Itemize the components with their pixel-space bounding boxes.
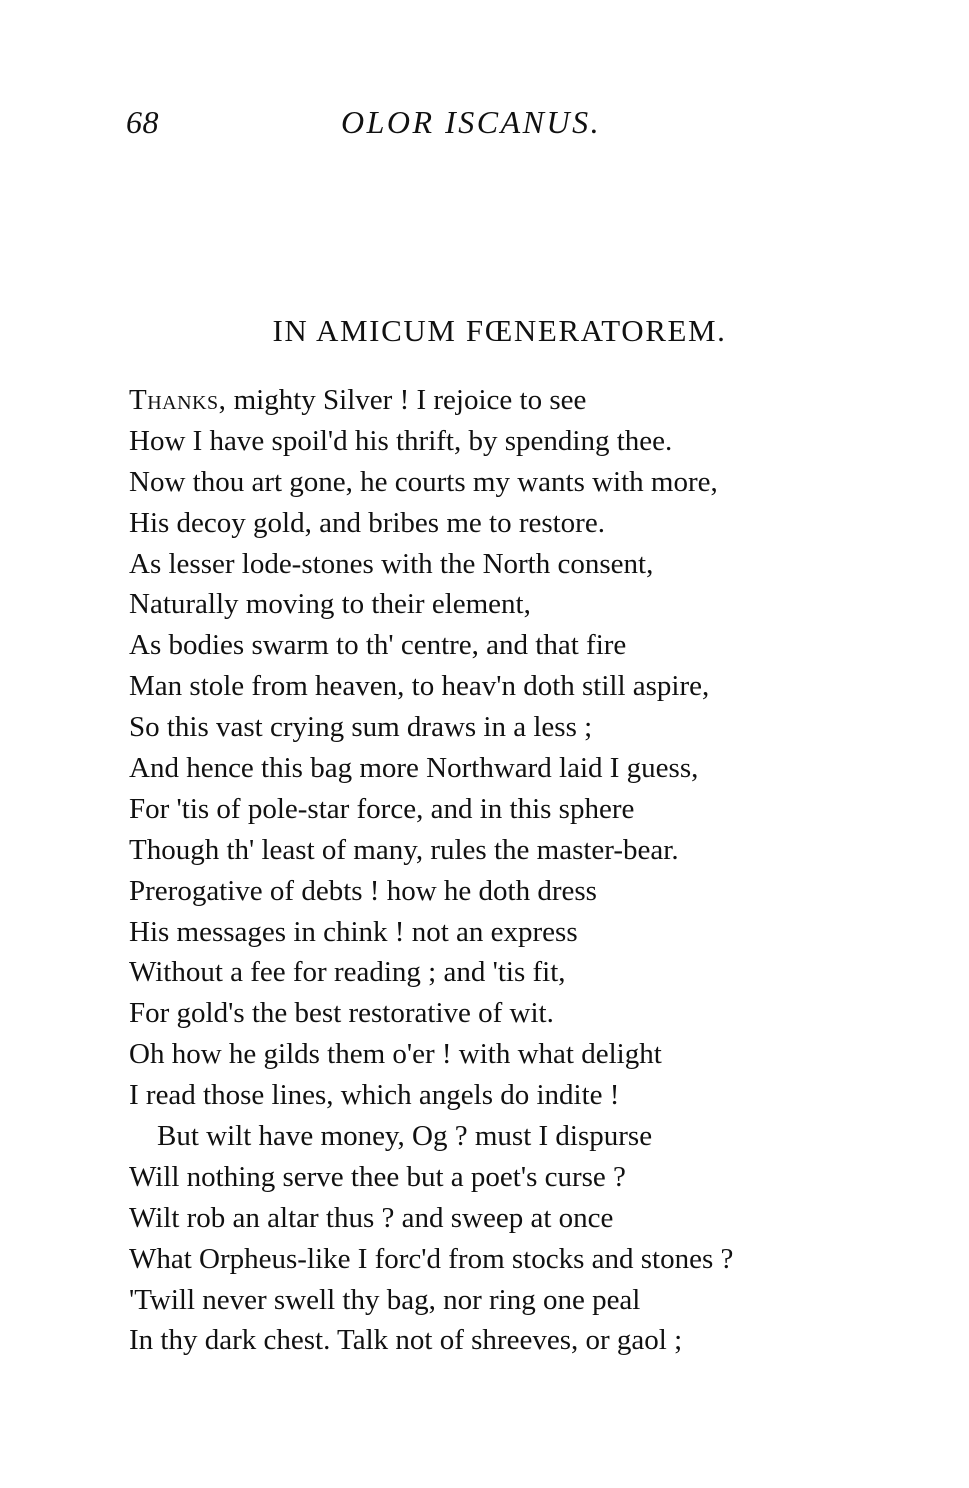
poem-line: What Orpheus-like I forc'd from stocks and stones ?: [129, 1242, 734, 1275]
poem-line: Now thou art gone, he courts my wants with more,: [129, 465, 718, 498]
poem-line: Oh how he gilds them o'er ! with what delight: [129, 1038, 662, 1071]
poem-line: Will nothing serve thee but a poet's curse ?: [129, 1160, 626, 1193]
poem-line: 'Twill never swell thy bag, nor ring one peal: [129, 1283, 641, 1316]
poem-line-1-text: mighty Silver ! I rejoice to see: [226, 384, 587, 416]
poem-line: Naturally moving to their element,: [129, 588, 531, 621]
poem-line: And hence this bag more Northward laid I guess,: [129, 752, 699, 785]
poem-line: For gold's the best restorative of wit.: [129, 997, 554, 1030]
poem-line-1: [129, 380, 869, 421]
poem-line: Wilt rob an altar thus ? and sweep at once: [129, 1201, 614, 1234]
poem-line: Without a fee for reading ; and 'tis fit,: [129, 956, 566, 989]
poem-line: His decoy gold, and bribes me to restore.: [129, 506, 605, 539]
poem-line: His messages in chink ! not an express: [129, 915, 578, 948]
poem-title: IN AMICUM FŒNERATOREM.: [272, 313, 727, 348]
running-head: [126, 104, 846, 148]
running-title: OLOR ISCANUS.: [341, 104, 602, 140]
poem-line: How I have spoil'd his thrift, by spending thee.: [129, 424, 673, 457]
poem-line: Man stole from heaven, to heav'n doth still aspire,: [129, 670, 710, 703]
poem-line: As bodies swarm to th' centre, and that fire: [129, 629, 627, 662]
poem-line: Though th' least of many, rules the master-bear.: [129, 833, 679, 866]
poem-line: In thy dark chest. Talk not of shreeves, or gaol ;: [129, 1324, 683, 1357]
poem-line: For 'tis of pole-star force, and in this sphere: [129, 792, 635, 825]
poem-line: As lesser lode-stones with the North consent,: [129, 547, 654, 580]
poem-line-stanza-start: But wilt have money, Og ? must I dispurse: [157, 1120, 653, 1153]
page-number: 68: [126, 104, 159, 140]
poem-first-word: Thanks,: [129, 384, 227, 416]
poem-line: Prerogative of debts ! how he doth dress: [129, 874, 597, 907]
poem-line: I read those lines, which angels do indite !: [129, 1079, 620, 1112]
poem-body: [129, 380, 869, 1361]
poem-line: So this vast crying sum draws in a less ;: [129, 711, 593, 744]
